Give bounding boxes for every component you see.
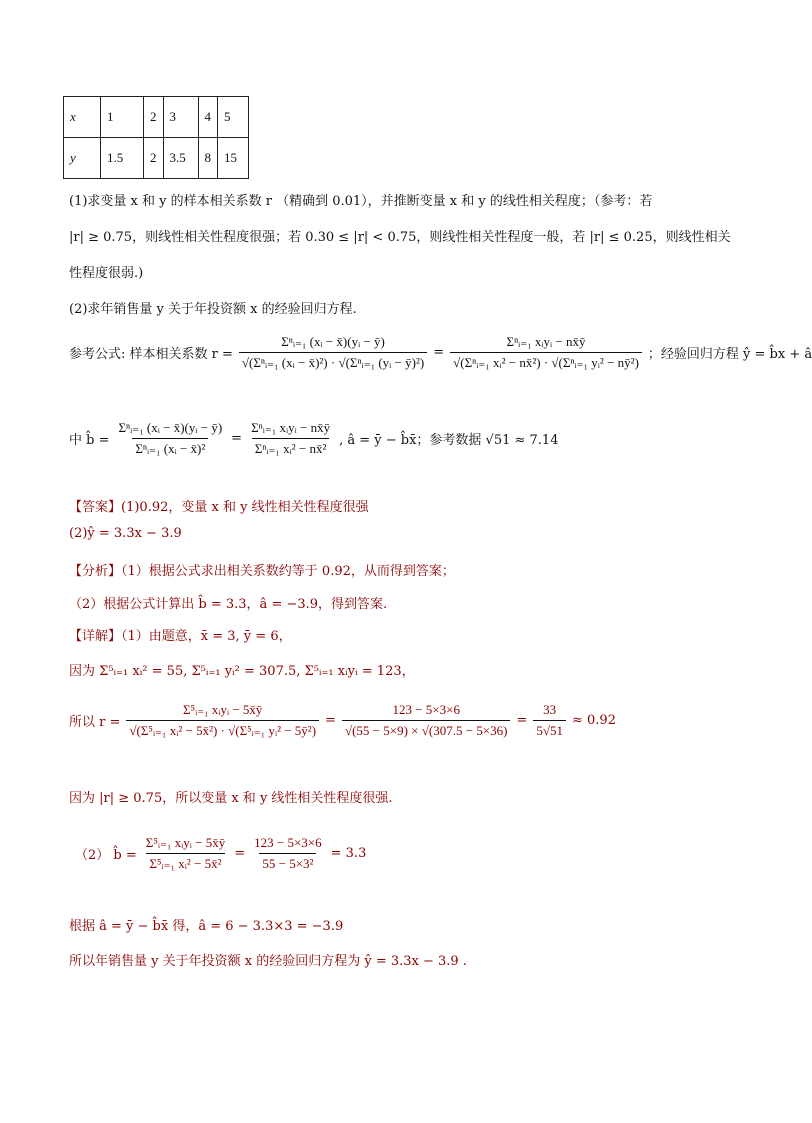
denominator: √(Σ⁵ᵢ₌₁ xᵢ² − 5x̄²) · √(Σ⁵ᵢ₌₁ yᵢ² − 5ȳ²) — [126, 720, 319, 739]
numerator: Σ⁵ᵢ₌₁ xᵢyᵢ − 5x̄ȳ — [182, 702, 263, 717]
detail-line-2: 因为 Σ⁵ᵢ₌₁ xᵢ² = 55, Σ⁵ᵢ₌₁ yᵢ² = 307.5, Σ⁵ᵢ₌₁ xᵢyᵢ = 123， — [69, 664, 415, 679]
zhong-label: 中 b̂ = — [69, 433, 110, 448]
numerator: Σⁿᵢ₌₁ xᵢyᵢ − nx̄ȳ — [506, 334, 586, 349]
reference-formula-b — [69, 420, 558, 457]
part-2-label: （2） b̂ = — [75, 848, 137, 863]
fraction — [450, 334, 642, 371]
table-cell: 4 — [198, 97, 218, 138]
denominator: Σⁿᵢ₌₁ (xᵢ − x̄)² — [132, 438, 208, 457]
denominator: √(55 − 5×9) × √(307.5 − 5×36) — [342, 720, 511, 739]
answer-tag: 【答案】 — [69, 500, 122, 515]
table-row — [64, 138, 249, 179]
table-cell: 3 — [163, 97, 198, 138]
question-2-line: (2)求年销售量 y 关于年投资额 x 的经验回归方程. — [69, 302, 357, 317]
numerator: Σⁿᵢ₌₁ xᵢyᵢ − nx̄ȳ — [251, 420, 331, 435]
question-1-line-2: |r| ≥ 0.75，则线性相关性程度很强；若 0.30 ≤ |r| < 0.75，则线性相关性程度一般，若 |r| ≤ 0.25，则线性相关 — [69, 230, 731, 245]
answer-line-2: (2)ŷ = 3.3x − 3.9 — [69, 526, 182, 541]
numerator: 123 − 5×3×6 — [392, 702, 460, 717]
data-table — [63, 96, 249, 179]
table-cell: 1.5 — [101, 138, 144, 179]
row-label: y — [64, 138, 101, 179]
reference-label: 参考公式: 样本相关系数 r = — [69, 347, 233, 362]
detail-tag: 【详解】 — [69, 629, 122, 644]
denominator: 5√51 — [533, 720, 566, 739]
detail-line-1 — [69, 625, 292, 644]
question-1-line-1: (1)求变量 x 和 y 的样本相关系数 r （精确到 0.01），并推断变量 x 和 y 的线性相关程度；（参考：若 — [69, 194, 653, 209]
fraction — [115, 420, 225, 457]
numerator: 123 − 5×3×6 — [254, 835, 322, 850]
table-cell: 8 — [198, 138, 218, 179]
table-cell: 2 — [144, 138, 164, 179]
table-cell: 15 — [218, 138, 249, 179]
equals-sign: = — [325, 713, 336, 728]
detail-b-calculation — [75, 835, 366, 872]
fraction — [342, 702, 511, 739]
denominator: Σ⁵ᵢ₌₁ xᵢ² − 5x̄² — [146, 853, 224, 872]
equals-sign: = — [433, 345, 445, 360]
row-label: x — [64, 97, 101, 138]
denominator: 55 − 5×3² — [259, 853, 316, 872]
detail-line-4: 因为 |r| ≥ 0.75，所以变量 x 和 y 线性相关性程度很强. — [69, 791, 393, 806]
answer-line-1 — [69, 496, 369, 515]
reference-data-note: , â = ȳ − b̂x̄；参考数据 √51 ≈ 7.14 — [339, 433, 559, 448]
table-cell: 5 — [218, 97, 249, 138]
table-cell: 2 — [144, 97, 164, 138]
equals-sign: = — [234, 846, 246, 861]
approx-result: ≈ 0.92 — [572, 713, 616, 728]
denominator: Σⁿᵢ₌₁ xᵢ² − nx̄² — [252, 438, 330, 457]
fraction — [126, 702, 319, 739]
numerator: Σⁿᵢ₌₁ (xᵢ − x̄)(yᵢ − ȳ) — [118, 420, 223, 435]
denominator: √(Σⁿᵢ₌₁ xᵢ² − nx̄²) · √(Σⁿᵢ₌₁ yᵢ² − nȳ²) — [450, 352, 642, 371]
fraction — [251, 835, 325, 872]
detail-text: （1）由题意，x̄ = 3, ȳ = 6， — [121, 629, 292, 644]
fraction — [248, 420, 333, 457]
analysis-line-1 — [69, 560, 455, 579]
fraction — [239, 334, 427, 371]
equals-sign: = — [516, 713, 528, 728]
b-result: = 3.3 — [330, 846, 367, 861]
numerator: 33 — [543, 702, 557, 717]
analysis-line-2: （2）根据公式计算出 b̂ = 3.3，â = −3.9，得到答案. — [69, 597, 388, 612]
suoyi-label: 所以 r = — [69, 715, 121, 730]
detail-r-calculation — [69, 702, 616, 739]
numerator: Σ⁵ᵢ₌₁ xᵢyᵢ − 5x̄ȳ — [145, 835, 226, 850]
reference-formula-r — [69, 334, 812, 371]
denominator: √(Σⁿᵢ₌₁ (xᵢ − x̄)²) · √(Σⁿᵢ₌₁ (yᵢ − ȳ)²) — [239, 352, 427, 371]
fraction — [143, 835, 228, 872]
question-1-line-3: 性程度很弱.) — [69, 266, 144, 281]
answer-text: (1)0.92，变量 x 和 y 线性相关性程度很强 — [121, 500, 369, 515]
table-row — [64, 97, 249, 138]
fraction — [533, 702, 566, 739]
table-cell: 3.5 — [163, 138, 198, 179]
table-cell: 1 — [101, 97, 144, 138]
numerator: Σⁿᵢ₌₁ (xᵢ − x̄)(yᵢ − ȳ) — [281, 334, 385, 349]
regression-equation-note: ；经验回归方程 ŷ = b̂x + â — [647, 347, 812, 362]
equals-sign: = — [231, 431, 243, 446]
detail-line-6: 根据 â = ȳ − b̂x̄ 得，â = 6 − 3.3×3 = −3.9 — [69, 919, 344, 934]
analysis-text: （1）根据公式求出相关系数约等于 0.92，从而得到答案； — [121, 564, 455, 579]
detail-line-7: 所以年销售量 y 关于年投资额 x 的经验回归方程为 ŷ = 3.3x − 3.9 . — [69, 954, 467, 969]
analysis-tag: 【分析】 — [69, 564, 122, 579]
